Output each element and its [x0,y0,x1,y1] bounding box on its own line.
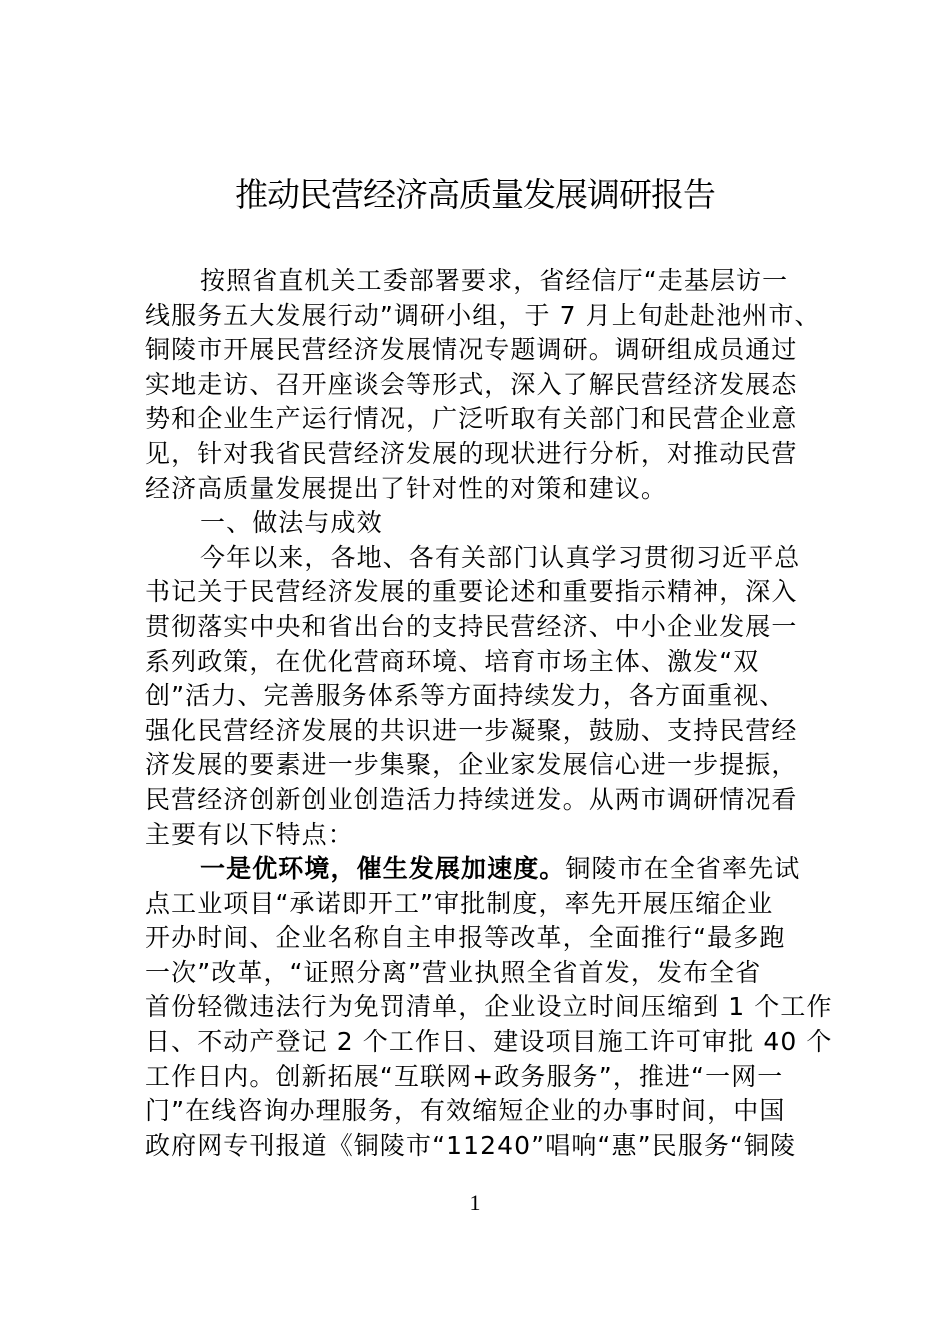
document-title: 推动民营经济高质量发展调研报告 [235,175,715,214]
paragraph-line: 民营经济创新创业创造活力持续迸发。从两市调研情况看 [145,784,798,814]
document-body [145,264,833,1163]
paragraph-line: 创”活力、完善服务体系等方面持续发力，各方面重视、 [145,681,786,711]
paragraph-line: 实地走访、召开座谈会等形式，深入了解民营经济发展态 [145,369,798,399]
paragraph-line: 工作日内。创新拓展“互联网+政务服务”，推进“一网一 [145,1061,784,1091]
paragraph-line: 主要有以下特点： [145,819,354,849]
paragraph-line: 强化民营经济发展的共识进一步凝聚，鼓励、支持民营经 [145,715,798,745]
paragraph-line: 一次”改革，“证照分离”营业执照全省首发，发布全省 [145,957,762,987]
page-number: 1 [469,1190,481,1215]
paragraph-line: 按照省直机关工委部署要求，省经信厅“走基层访一 [200,266,789,295]
line-continuation: 铜陵市在全省率先试 [565,854,801,884]
paragraph-line: 见，针对我省民营经济发展的现状进行分析，对推动民营 [145,438,798,468]
paragraph-line: 点工业项目“承诺即开工”审批制度，率先开展压缩企业 [145,888,774,918]
paragraph-line: 书记关于民营经济发展的重要论述和重要指示精神，深入 [145,577,798,607]
bold-lead-phrase: 一是优环境，催生发展加速度。 [200,854,566,884]
paragraph-line: 门”在线咨询办理服务，有效缩短企业的办事时间，中国 [145,1096,786,1126]
paragraph-line: 铜陵市开展民营经济发展情况专题调研。调研组成员通过 [145,335,798,365]
paragraph-line: 首份轻微违法行为免罚清单，企业设立时间压缩到 1 个工作 [145,992,833,1022]
paragraph-line: 开办时间、企业名称自主申报等改革，全面推行“最多跑 [145,923,786,953]
paragraph-line: 系列政策，在优化营商环境、培育市场主体、激发“双 [145,646,760,676]
paragraph-line: 线服务五大发展行动”调研小组，于 7 月上旬赴赴池州市、 [145,300,821,330]
paragraph-line [145,852,807,887]
paragraph-line: 贯彻落实中央和省出台的支持民营经济、中小企业发展一 [145,611,798,641]
paragraph-line: 经济高质量发展提出了针对性的对策和建议。 [145,473,668,503]
paragraph-line: 济发展的要素进一步集聚，企业家发展信心进一步提振， [145,750,798,780]
paragraph-line: 势和企业生产运行情况，广泛听取有关部门和民营企业意 [145,404,798,434]
paragraph-line: 今年以来，各地、各有关部门认真学习贯彻习近平总 [200,542,801,572]
paragraph-line: 政府网专刊报道《铜陵市“11240”唱响“惠”民服务“铜陵 [145,1130,797,1160]
section-heading: 一、做法与成效 [200,508,383,538]
paragraph-line: 日、不动产登记 2 个工作日、建设项目施工许可审批 40 个 [145,1027,833,1057]
